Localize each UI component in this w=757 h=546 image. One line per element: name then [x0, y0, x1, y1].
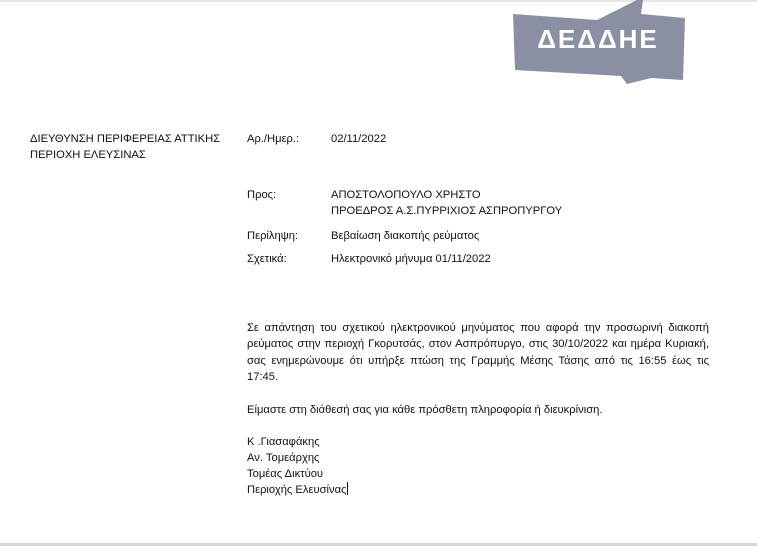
- ref-value: 02/11/2022: [331, 133, 387, 145]
- recipient-name: ΑΠΟΣΤΟΛΟΠΟΥΛΟ ΧΡΗΣΤΟ: [331, 189, 481, 201]
- signature-area: Περιοχής Ελευσίνας: [247, 484, 347, 496]
- summary-label: Περίληψη:: [247, 230, 299, 242]
- recipient-title: ΠΡΟΕΔΡΟΣ Α.Σ.ΠΥΡΡΙΧΙΟΣ ΑΣΠΡΟΠΥΡΓΟΥ: [331, 205, 563, 217]
- sender-block: [30, 131, 220, 163]
- signature-name: Κ .Γιασαφάκης: [247, 436, 320, 448]
- to-label: Προς:: [247, 189, 277, 201]
- ref-label: Αρ./Ημερ.:: [247, 133, 300, 145]
- company-logo: [509, 0, 687, 84]
- signature-area-line[interactable]: [247, 482, 348, 498]
- signature-department: Τομέας Δικτύου: [247, 468, 324, 480]
- logo-text: ΔΕΔΔΗΕ: [537, 24, 659, 54]
- text-cursor: [347, 482, 348, 495]
- body-paragraph-1: Σε απάντηση του σχετικού ηλεκτρονικού μηνύματος που αφορά την προσωρινή διακοπή ρεύματος στην περιοχή Γκορυτσάς, στον Ασπρόπυργο, στις 30/10/2022 και ημέρα Κυριακή, σας ενημερώνουμε ότι υπήρξε πτώση της Γραμμής Μέσης Τάσης από τις 16:55 έως τις 17:45.: [247, 322, 709, 383]
- sender-division: ΔΙΕΥΘΥΝΣΗ ΠΕΡΙΦΕΡΕΙΑΣ ΑΤΤΙΚΗΣ: [30, 133, 221, 145]
- related-value: Ηλεκτρονικό μήνυμα 01/11/2022: [331, 253, 491, 265]
- signature-block: [247, 434, 348, 498]
- related-label: Σχετικά:: [247, 253, 287, 265]
- signature-title: Αν. Τομεάρχης: [247, 452, 320, 464]
- sender-area: ΠΕΡΙΟΧΗ ΕΛΕΥΣΙΝΑΣ: [30, 149, 146, 161]
- summary-value: Βεβαίωση διακοπής ρεύματος: [331, 230, 480, 242]
- body-paragraph-2: Είμαστε στη διάθεσή σας για κάθε πρόσθετη πληροφορία ή διευκρίνιση.: [247, 404, 603, 416]
- recipient-block: [331, 187, 562, 219]
